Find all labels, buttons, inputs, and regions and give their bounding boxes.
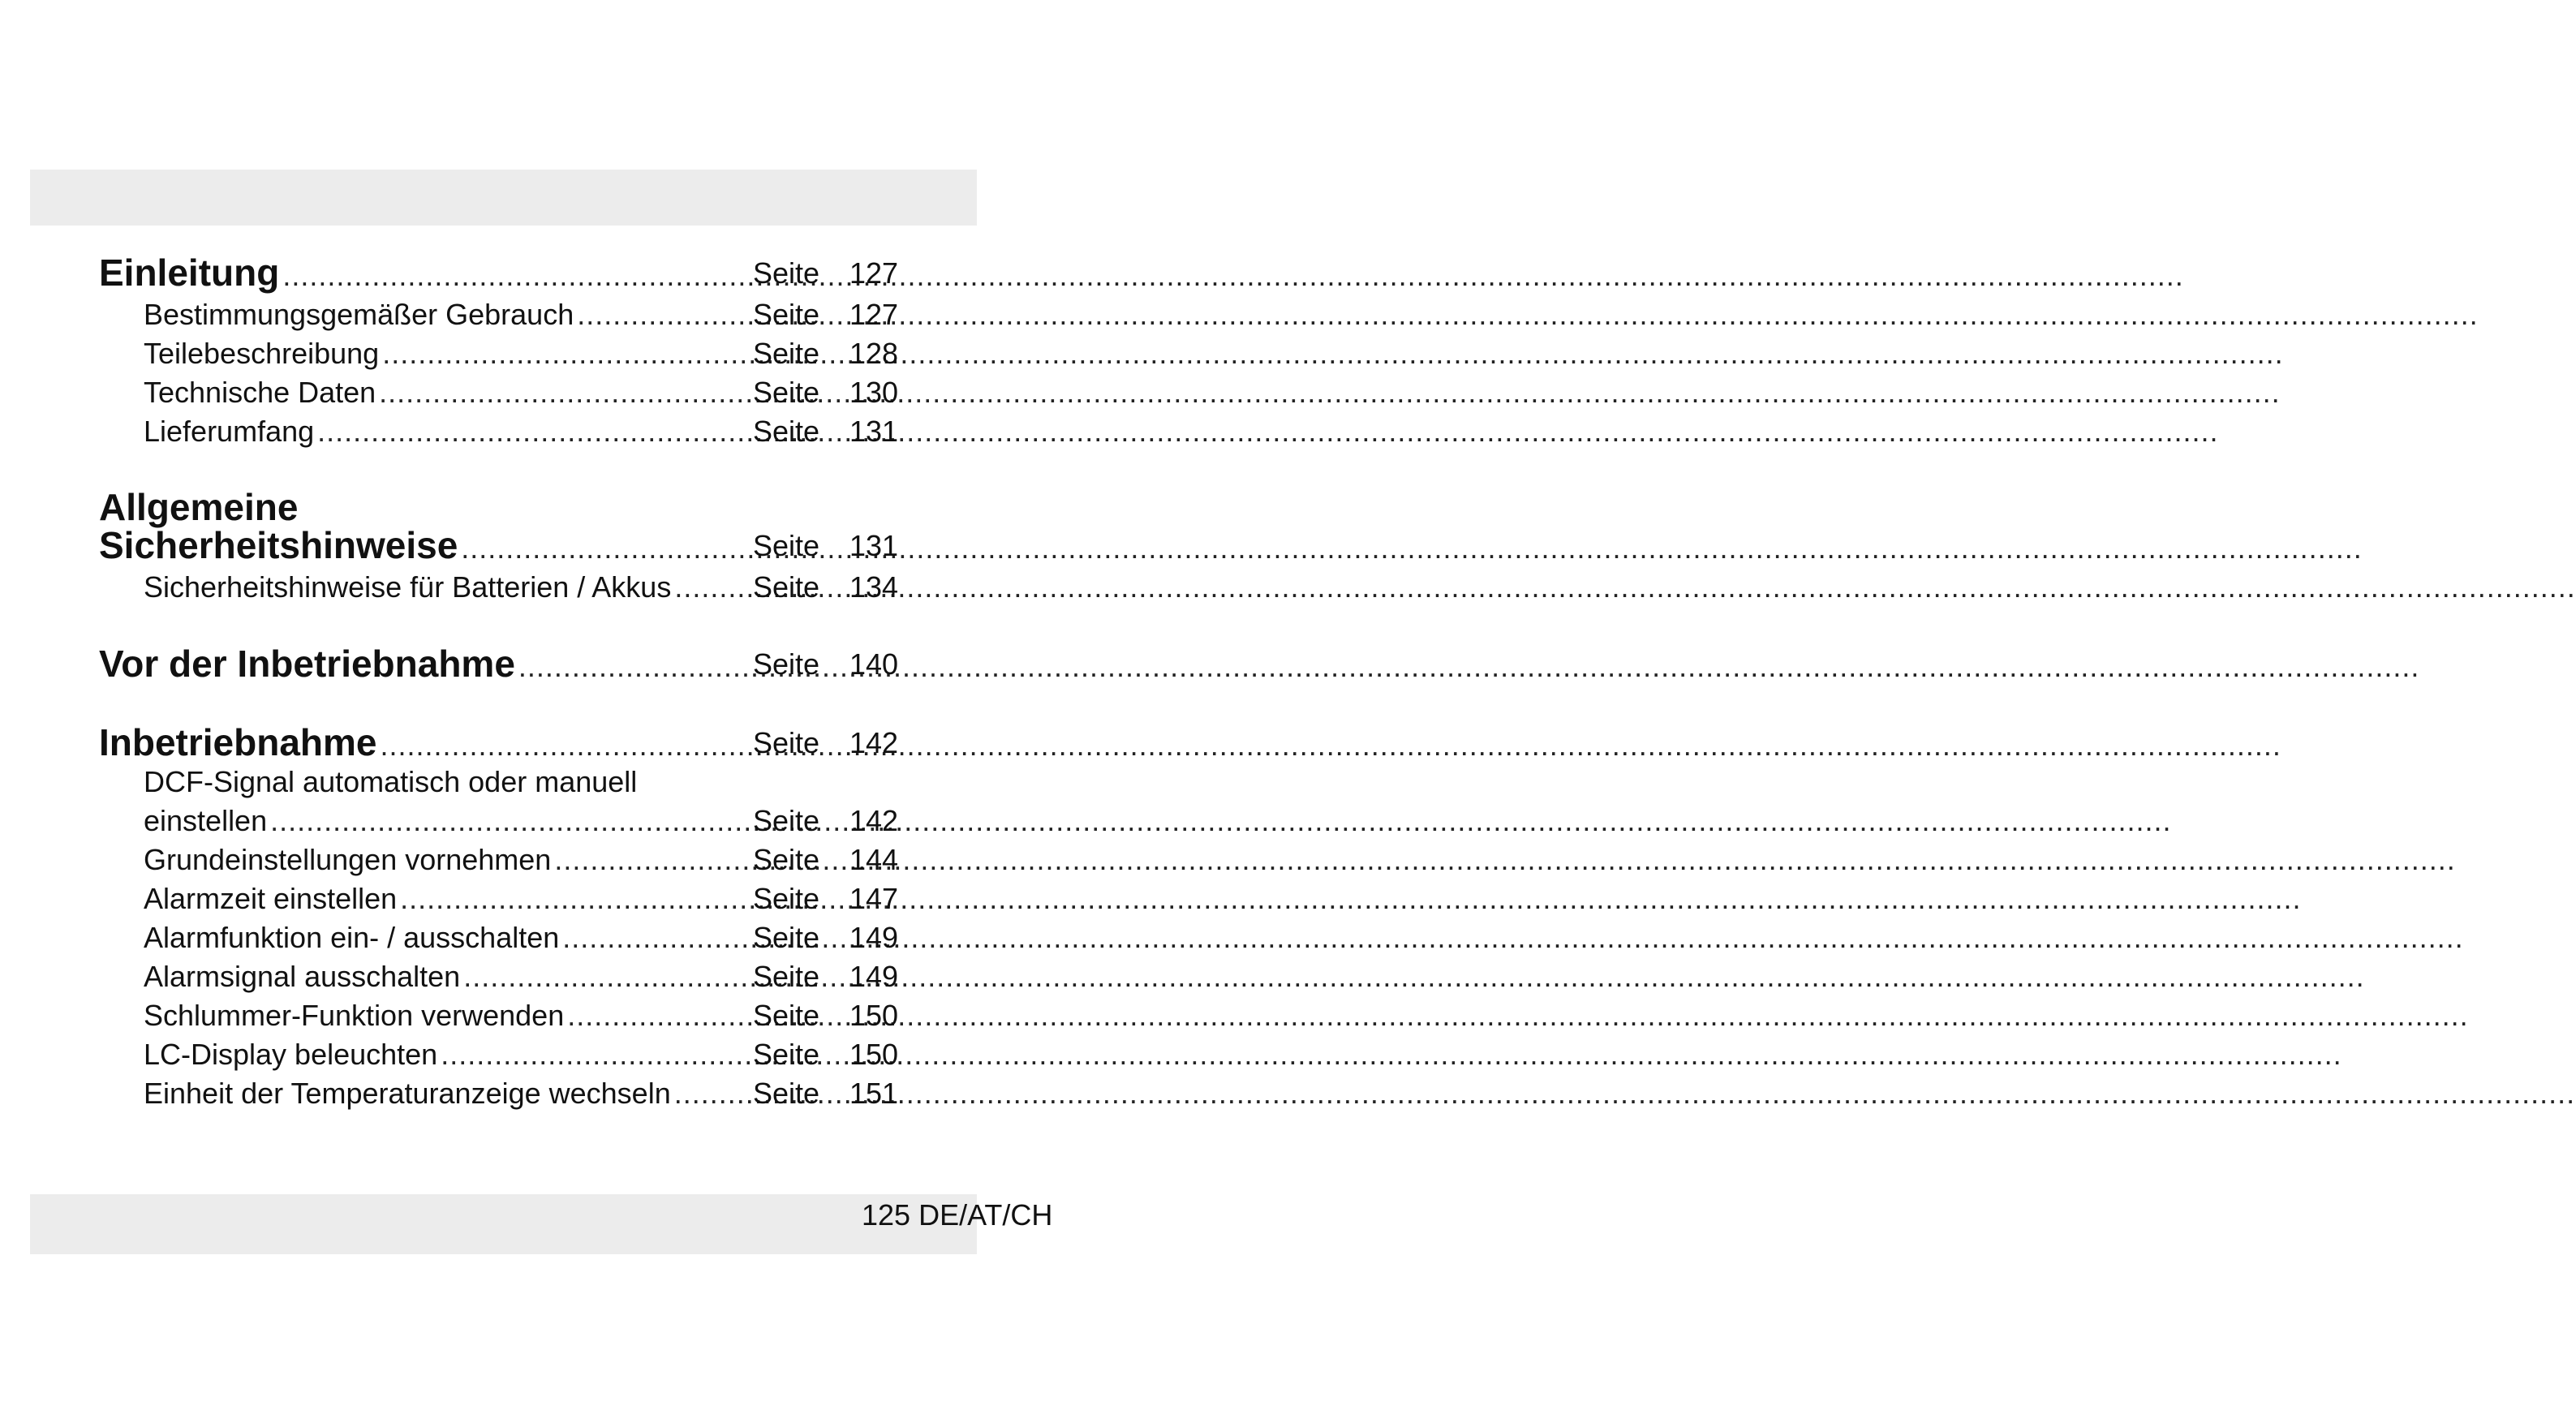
toc-title: Einleitung	[99, 251, 280, 294]
page-number: 150	[849, 999, 899, 1032]
page-number: 147	[849, 882, 899, 915]
seite-label: Seite	[753, 882, 820, 915]
toc-entry-dcf-signal[interactable]	[0, 802, 1007, 842]
seite-label: Seite	[753, 376, 820, 409]
page-number: 130	[849, 376, 899, 409]
toc-entry-teilebeschreibung[interactable]	[0, 334, 1007, 375]
page-number: 128	[849, 337, 899, 370]
page-folio: 125 DE/AT/CH	[862, 1198, 1053, 1232]
toc-entry-sicherheitshinweise[interactable]	[0, 523, 1007, 564]
seite-label: Seite	[753, 960, 820, 993]
seite-label: Seite	[753, 647, 820, 681]
page-number: 134	[849, 570, 899, 604]
page-number: 142	[849, 726, 899, 759]
page-number: 151	[849, 1077, 899, 1110]
toc-entry-inbetriebnahme[interactable]	[0, 720, 1007, 761]
leader-dots	[270, 802, 2171, 840]
page-number: 131	[849, 529, 899, 562]
toc-entry-alarmzeit[interactable]	[0, 879, 1007, 920]
toc-title: Vor der Inbetriebnahme	[99, 643, 515, 685]
leader-dots	[282, 254, 2183, 298]
toc-title: Schlummer-Funktion verwenden	[144, 999, 565, 1032]
leader-dots	[674, 568, 2575, 607]
seite-label: Seite	[753, 1077, 820, 1110]
seite-label: Seite	[753, 529, 820, 562]
page-number: 150	[849, 1038, 899, 1071]
toc-entry-lc-display[interactable]	[0, 1035, 1007, 1076]
seite-label: Seite	[753, 726, 820, 759]
footer-band	[30, 1194, 1053, 1254]
seite-label: Seite	[753, 843, 820, 876]
toc-entry-alarmfunktion[interactable]	[0, 918, 1007, 959]
seite-label: Seite	[753, 999, 820, 1032]
seite-label: Seite	[753, 921, 820, 954]
toc-title: Grundeinstellungen vornehmen	[144, 843, 552, 876]
toc-entry-batterien[interactable]	[0, 568, 1007, 608]
leader-dots	[441, 1035, 2342, 1074]
seite-label: Seite	[753, 570, 820, 604]
page-number: 149	[849, 960, 899, 993]
toc-entry-grundeinstellungen[interactable]	[0, 840, 1007, 881]
toc-entry-einheit[interactable]	[0, 1074, 1007, 1115]
toc-title: Alarmsignal ausschalten	[144, 960, 461, 993]
toc-heading-line[interactable]: Allgemeine	[99, 486, 299, 528]
toc-entry-vor-der-inbetriebnahme[interactable]	[0, 642, 1007, 685]
leader-dots	[381, 724, 2281, 767]
toc-title: Lieferumfang	[144, 415, 315, 448]
leader-dots	[562, 918, 2463, 957]
leader-dots	[382, 334, 2283, 373]
toc-entry-schlummer[interactable]	[0, 996, 1007, 1037]
toc-title: einstellen	[144, 804, 268, 837]
toc-title: Alarmfunktion ein- / ausschalten	[144, 921, 560, 954]
seite-label: Seite	[753, 1038, 820, 1071]
toc-title: Bestimmungsgemäßer Gebrauch	[144, 298, 574, 331]
leader-dots	[379, 373, 2280, 412]
page-number: 142	[849, 804, 899, 837]
page-number: 149	[849, 921, 899, 954]
toc-entry-line[interactable]: DCF-Signal automatisch oder manuell	[144, 765, 638, 798]
page-number: 131	[849, 415, 899, 448]
toc-title: Sicherheitshinweise für Batterien / Akkus	[144, 570, 672, 604]
leader-dots	[554, 840, 2455, 879]
toc-title: Technische Daten	[144, 376, 376, 409]
header-band	[30, 170, 977, 226]
leader-dots	[463, 957, 2364, 996]
page-number: 127	[849, 298, 899, 331]
page-number: 140	[849, 647, 899, 681]
toc-entry-alarmsignal[interactable]	[0, 957, 1007, 998]
seite-label: Seite	[753, 256, 820, 290]
toc-title: Teilebeschreibung	[144, 337, 380, 370]
seite-label: Seite	[753, 298, 820, 331]
toc-title: Inbetriebnahme	[99, 721, 377, 763]
leader-dots	[317, 412, 2218, 451]
page-number: 144	[849, 843, 899, 876]
page-number: 127	[849, 256, 899, 290]
leader-dots	[461, 527, 2362, 570]
leader-dots	[674, 1074, 2575, 1113]
toc-title: Sicherheitshinweise	[99, 524, 458, 566]
seite-label: Seite	[753, 337, 820, 370]
leader-dots	[400, 879, 2301, 918]
toc-title: LC-Display beleuchten	[144, 1038, 438, 1071]
toc-entry-technische-daten[interactable]	[0, 373, 1007, 414]
toc-entry-einleitung[interactable]	[0, 251, 1007, 294]
seite-label: Seite	[753, 804, 820, 837]
toc-entry-lieferumfang[interactable]	[0, 412, 1007, 453]
toc-title: Einheit der Temperaturanzeige wechseln	[144, 1077, 671, 1110]
toc-title: Alarmzeit einstellen	[144, 882, 398, 915]
toc-entry-bestimmung[interactable]	[0, 295, 1007, 336]
seite-label: Seite	[753, 415, 820, 448]
